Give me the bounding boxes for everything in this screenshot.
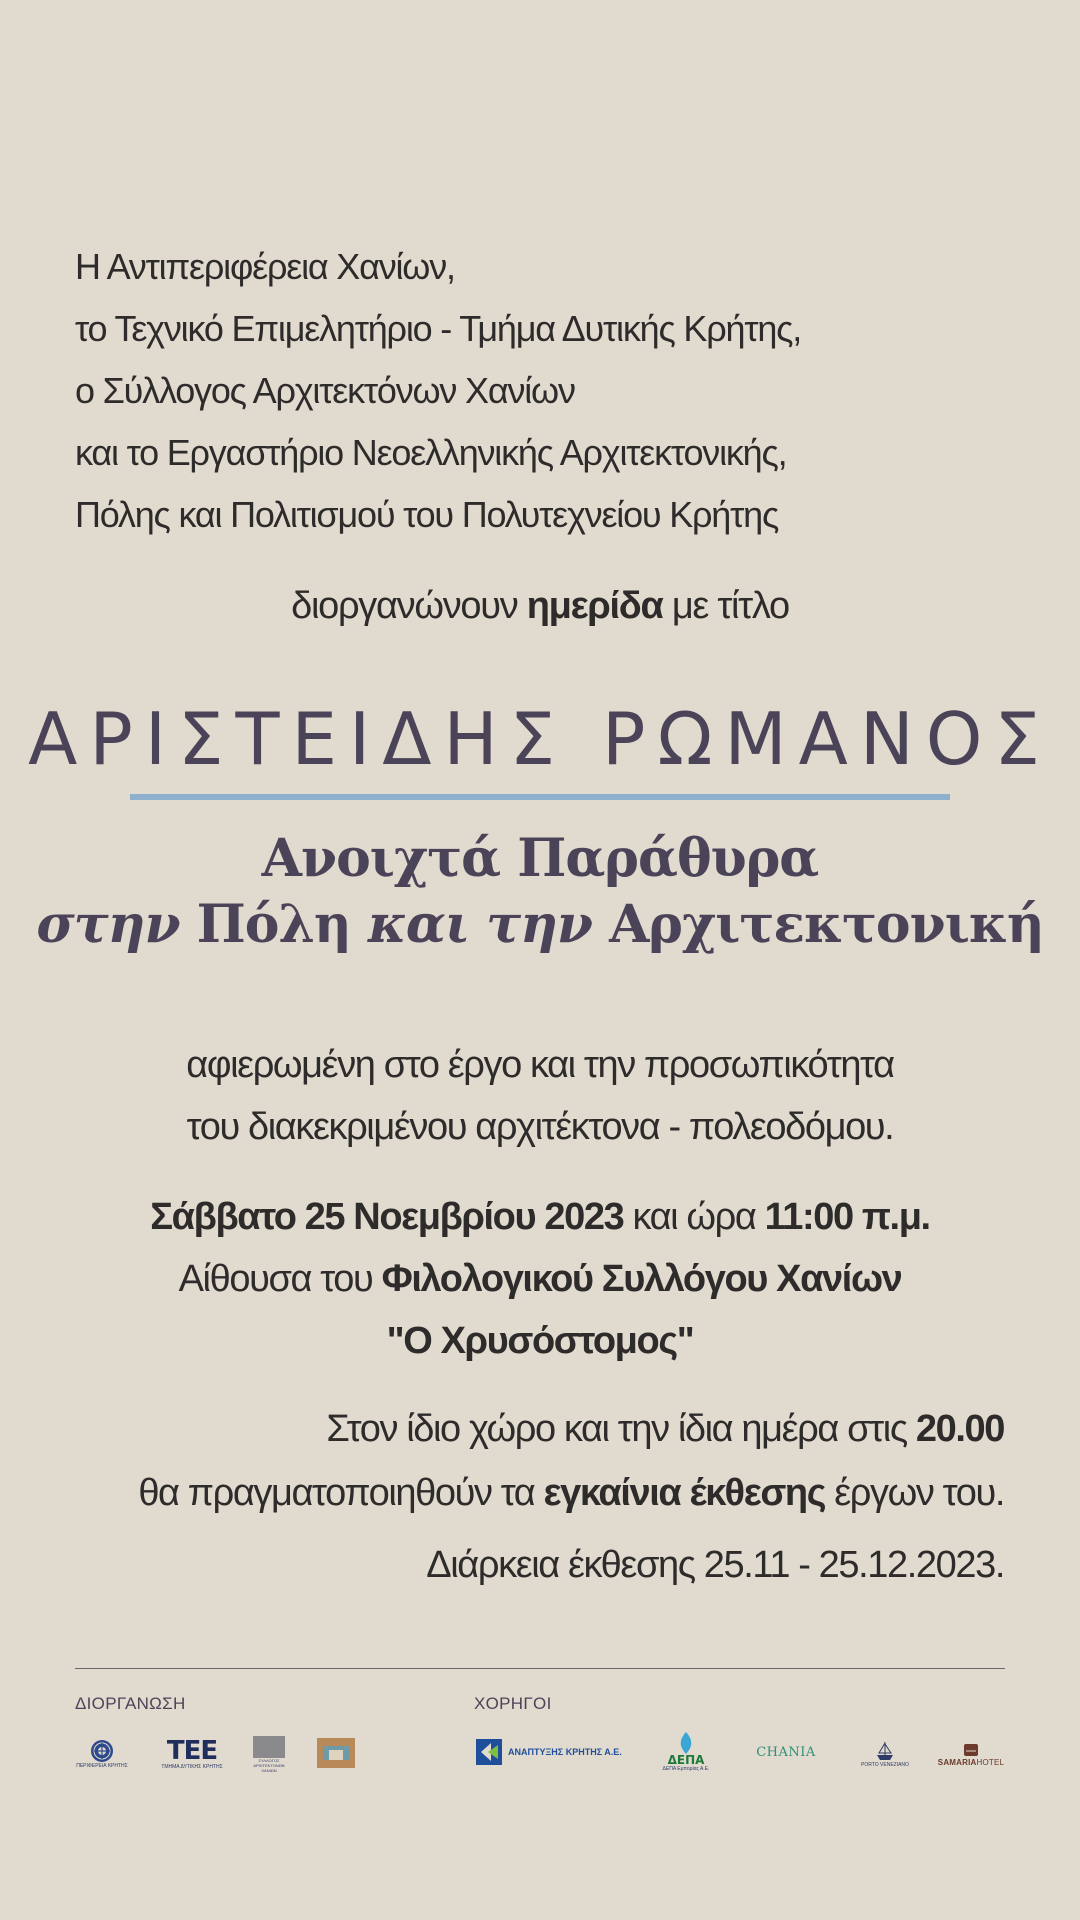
- exhibition-time: 20.00: [915, 1408, 1004, 1450]
- sponsors-label: ΧΟΡΗΓΟΙ: [474, 1694, 552, 1713]
- exhibition-duration: Διάρκεια έκθεσης 25.11 - 25.12.2023.: [426, 1544, 1004, 1586]
- samaria-suffix: HOTEL: [976, 1757, 1005, 1767]
- porto-veneziano-logo: [860, 1734, 910, 1774]
- dedication-line1: αφιερωμένη στο έργο και την προσωπικότητα: [186, 1044, 894, 1086]
- organize-bold: ημερίδα: [526, 585, 663, 627]
- region-crete-emblem-icon: [90, 1739, 114, 1763]
- exhibition-line2: [138, 1462, 1004, 1524]
- title-underline: [130, 794, 950, 800]
- region-crete-caption: ΠΕΡΙΦΕΡΕΙΑ ΚΡΗΤΗΣ: [76, 1763, 128, 1769]
- depa-caption: ΔΕΠΑ Εμπορίας Α.Ε.: [662, 1766, 710, 1772]
- venue-prefix: Αίθουσα του: [178, 1258, 382, 1300]
- tee-logo-text: ΤΕΕ: [166, 1736, 218, 1766]
- porto-veneziano-ship-icon: [874, 1740, 896, 1762]
- samaria-name: SAMARIA: [937, 1757, 977, 1767]
- samaria-emblem-icon: [962, 1742, 980, 1758]
- date-time-line: [0, 1186, 1080, 1248]
- depa-flame-icon: [671, 1732, 701, 1754]
- exhibition-opening: εγκαίνια έκθεσης: [543, 1472, 826, 1514]
- venue-line2: [0, 1310, 1080, 1372]
- exhibition-line1: [326, 1398, 1004, 1460]
- subtitle-part: Πόλη: [196, 894, 351, 955]
- polytechnic-lab-icon: [317, 1738, 355, 1768]
- event-name: ΑΡΙΣΤΕΙΔΗΣ ΡΩΜΑΝΟΣ: [28, 697, 1052, 781]
- event-subtitle-line1: Ανοιχτά Παράθυρα: [261, 828, 819, 889]
- event-date: Σάββατο 25 Νοεμβρίου 2023: [150, 1196, 624, 1238]
- architects-square-icon: [253, 1736, 285, 1758]
- development-org-emblem-icon: [476, 1739, 502, 1765]
- date-connector: και ώρα: [623, 1196, 765, 1238]
- tee-caption: ΤΜΗΜΑ ΔΥΤΙΚΗΣ ΚΡΗΤΗΣ: [161, 1764, 223, 1770]
- intro-line: Πόλης και Πολιτισμού του Πολυτεχνείου Κρήτης: [75, 494, 779, 535]
- architects-association-logo: [252, 1734, 286, 1774]
- depa-logo: [660, 1728, 712, 1776]
- architects-caption: ΣΥΛΛΟΓΟΣ ΑΡΧΙΤΕΚΤΟΝΩΝ ΧΑΝΙΩΝ: [253, 1757, 285, 1773]
- depa-text: ΔΕΠΑ: [667, 1753, 705, 1767]
- polytechnic-lab-logo: [316, 1736, 356, 1770]
- event-subtitle-line2: [0, 892, 1080, 958]
- chania-hotel-logo: [744, 1740, 828, 1764]
- samaria-hotel-logo: [938, 1732, 1004, 1776]
- development-org-text: ΑΝΑΠΤΥΞΗΣ ΚΡΗΤΗΣ Α.Ε.: [508, 1747, 622, 1757]
- organize-text: διοργανώνουν: [291, 585, 527, 627]
- venue-subname: "Ο Χρυσόστομος": [386, 1320, 694, 1362]
- footer-divider: [75, 1668, 1005, 1669]
- exhibition-text-after: έργων του.: [825, 1472, 1004, 1514]
- porto-veneziano-caption: PORTO VENEZIANO: [861, 1762, 909, 1768]
- dedication-line2: του διακεκριμένου αρχιτέκτονα - πολεοδόμου.: [186, 1106, 894, 1148]
- tee-logo: [162, 1734, 222, 1774]
- organizers-intro: [75, 236, 975, 546]
- samaria-hotel-text: [938, 1758, 1004, 1767]
- subtitle-part: Αρχιτεκτονική: [609, 894, 1044, 955]
- intro-line: και το Εργαστήριο Νεοελληνικής Αρχιτεκτονικής,: [75, 432, 787, 473]
- intro-line: το Τεχνικό Επιμελητήριο - Τμήμα Δυτικής Κρήτης,: [75, 308, 802, 349]
- subtitle-part: και την: [350, 894, 610, 955]
- organizers-label: ΔΙΟΡΓΑΝΩΣΗ: [75, 1694, 186, 1713]
- intro-line: ο Σύλλογος Αρχιτεκτόνων Χανίων: [75, 370, 575, 411]
- region-crete-logo: [74, 1734, 130, 1774]
- organize-text-after: με τίτλο: [662, 585, 789, 627]
- organize-line: [0, 578, 1080, 634]
- subtitle-part: στην: [36, 894, 197, 955]
- venue-name: Φιλολογικού Συλλόγου Χανίων: [381, 1258, 902, 1300]
- chania-hotel-text: CHANIA: [756, 1744, 816, 1760]
- venue-line: [0, 1248, 1080, 1310]
- intro-line: Η Αντιπεριφέρεια Χανίων,: [75, 246, 455, 287]
- exhibition-text: θα πραγματοποιηθούν τα: [138, 1472, 544, 1514]
- development-org-logo: [476, 1738, 624, 1766]
- exhibition-text: Στον ίδιο χώρο και την ίδια ημέρα στις: [326, 1408, 916, 1450]
- event-time: 11:00 π.μ.: [764, 1196, 930, 1238]
